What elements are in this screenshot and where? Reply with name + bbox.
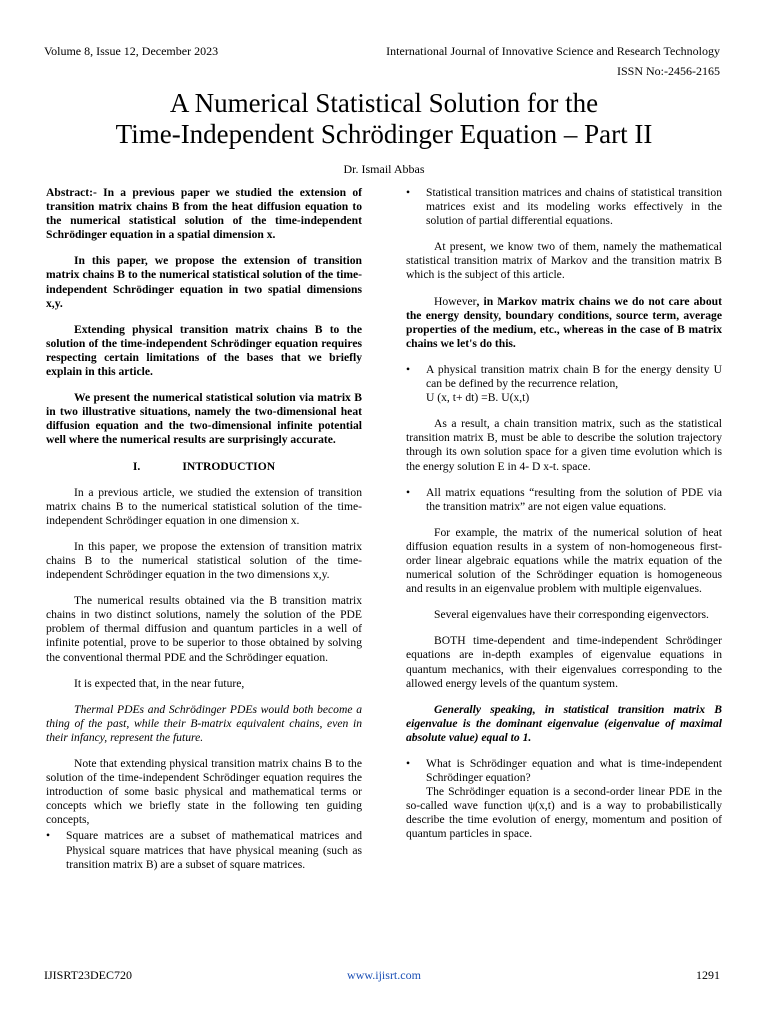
section-title: INTRODUCTION [182,459,276,473]
paragraph-consequence: As a result, a chain transition matrix, such as the statistical transition matrix B, must be able to describe the solution trajectory through its own solution space for a given time evolution which is the energy solution E in 4- D x-t. space. [406,417,722,473]
abstract-paragraph-1: Abstract:- In a previous paper we studied the extension of transition matrix chains B from the heat diffusion equation to the numerical statistical solution of the time-independent Schrödinger equation in a spatial dimension x. [46,186,362,242]
bullet-item [406,363,722,405]
bullet-dot: • [406,757,411,770]
issn: ISSN No:-2456-2165 [616,64,720,78]
however-bold-text: , in Markov matrix chains we do not care about the energy density, boundary conditions, source term, average properties of the medium, etc., whereas in the case of B matrix chains we let's do this. [406,294,722,350]
right-column [406,186,722,854]
bullet-dot: • [406,362,411,376]
journal-name: International Journal of Innovative Science and Research Technology [386,44,720,58]
bullet-dot: • [406,485,411,499]
author-name: Dr. Ismail Abbas [343,162,425,176]
intro-paragraph-6: Note that extending physical transition matrix chains B to the solution of the time-independent Schrödinger equation requires the introduction of some basic physical and mathematical terms or concepts which we briefly state in the following ten guiding concepts, [46,757,362,827]
however-word: However [434,294,477,308]
title-line-1: A Numerical Statistical Solution for the [169,88,599,118]
bullet-item [406,486,722,514]
intro-paragraph-1: In a previous article, we studied the extension of transition matrix chains B to the numerical statistical solution of the time-independent Schrödinger equation in one dimension x. [46,485,362,527]
intro-paragraph-2: In this paper, we propose the extension of transition matrix chains B to the numerical statistical solution of the time-independent Schrödinger equation in the two dimensions x,y. [46,539,362,582]
intro-paragraph-5: Thermal PDEs and Schrödinger PDEs would both become a thing of the past, while their B-matrix equivalent chains, even in their infancy, represent the future. [46,702,362,744]
paragraph-markov: At present, we know two of them, namely the mathematical statistical transition matrix of Markov and the transition matrix B which is the subject of this article. [406,240,722,282]
abstract-paragraph-2: In this paper, we propose the extension of transition matrix chains B to the numerical statistical solution of the time-independent Schrödinger equation in two spatial dimensions x,y. [46,254,362,310]
bullet-text: What is Schrödinger equation and what is time-independent Schrödinger equation? [426,757,722,785]
bullet-text-line: A physical transition matrix chain B for the energy density U can be defined by the recurrence relation, [426,362,722,391]
section-heading [46,460,362,474]
paragraph-example: For example, the matrix of the numerical solution of heat diffusion equation results in a system of non-homogeneous first-order linear algebraic equations while the matrix equation of the numerical solution of the Schrödinger equation is homogeneous and results in an eigenvalue problem with multiple eigenvalues. [406,525,722,596]
bullet-item [406,186,722,228]
bullet-dot: • [406,186,411,199]
section-number: I. [132,459,141,473]
bullet-text: Statistical transition matrices and chains of statistical transition matrices exist and its modeling works effectively in the solution of partial differential equations. [426,186,722,228]
bullet-item [406,757,722,785]
abstract-paragraph-4: We present the numerical statistical solution via matrix B in two illustrative situations, namely the two-dimensional heat diffusion equation and the two-dimensional infinite potential well where the numerical results are surprisingly accurate. [46,391,362,447]
paragraph-both: BOTH time-dependent and time-independent Schrödinger equations are in-depth examples of eigenvalue equations in quantum mechanics, with their eigenvalues corresponding to the allowed energy levels of the quantum system. [406,634,722,690]
paragraph-eigenvalues: Several eigenvalues have their corresponding eigenvectors. [434,608,709,622]
paragraph-schrodinger-definition: The Schrödinger equation is a second-order linear PDE in the so-called wave function ψ(x,t) and is a way to probabilistically describe the time evolution of energy, momentum and position of quantum particles in space. [406,785,722,841]
journal-url-link[interactable]: www.ijisrt.com [347,968,421,982]
bullet-text [426,363,722,405]
volume-info: Volume 8, Issue 12, December 2023 [44,44,219,58]
bullet-dot: • [46,829,51,843]
abstract-paragraph-3: Extending physical transition matrix chains B to the solution of the time-independent Schrödinger equation requires respecting certain limitations of the bases that we briefly explain in this article. [46,322,362,379]
intro-paragraph-4: It is expected that, in the near future, [74,676,245,690]
paragraph-however [406,295,722,351]
title-line-2: Time-Independent Schrödinger Equation – Part II [115,119,653,149]
bullet-text: Square matrices are a subset of mathematical matrices and Physical square matrices that have physical meaning (such as transition matrix B) are a subset of square matrices. [66,829,362,871]
left-column [46,186,362,884]
bullet-text: All matrix equations “resulting from the solution of PDE via the transition matrix” are not eigen value equations. [426,485,722,513]
intro-paragraph-3: The numerical results obtained via the B transition matrix chains in two distinct solutions, namely the solution of the PDE problem of thermal diffusion and quantum particles in a well of infinite potential, prove to be superior to those obtained by solving the conventional thermal PDE and the Schrödinger equation. [46,594,362,664]
paper-id: IJISRT23DEC720 [44,968,132,982]
page-number: 1291 [696,968,720,982]
paper-title [40,88,728,150]
bullet-item [46,829,362,871]
recurrence-relation: U (x, t+ dt) =B. U(x,t) [426,391,530,405]
paragraph-generally: Generally speaking, in statistical transition matrix B eigenvalue is the dominant eigenvalue (eigenvalue of maximal absolute value) equal to 1. [406,702,722,744]
